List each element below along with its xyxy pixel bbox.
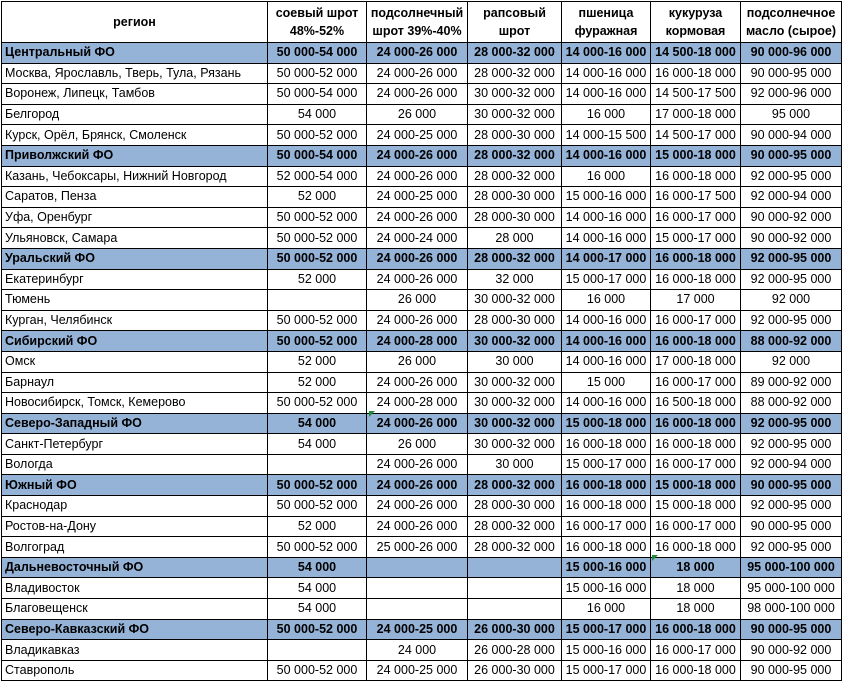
price-cell-wheat[interactable]: 14 000-16 000 — [562, 145, 651, 166]
region-cell[interactable]: Екатеринбург — [2, 269, 268, 290]
district-row — [2, 475, 842, 496]
price-cell-rape[interactable]: 28 000-32 000 — [468, 145, 562, 166]
price-cell-oil[interactable]: 92 000 — [741, 351, 842, 372]
region-cell[interactable]: Центральный ФО — [2, 43, 268, 64]
price-cell-oil[interactable]: 92 000-95 000 — [741, 248, 842, 269]
price-cell-corn[interactable]: 16 000-18 000 — [651, 166, 741, 187]
price-cell-soy[interactable]: 54 000 — [268, 557, 367, 578]
district-row — [2, 145, 842, 166]
price-cell-sunmeal[interactable]: 24 000-26 000 — [367, 166, 468, 187]
price-cell-rape[interactable]: 26 000-28 000 — [468, 640, 562, 661]
region-cell[interactable]: Санкт-Петербург — [2, 434, 268, 455]
price-cell-corn[interactable]: 16 000-17 500 — [651, 187, 741, 208]
district-row — [2, 331, 842, 352]
price-cell-oil[interactable]: 92 000-95 000 — [741, 269, 842, 290]
price-cell-rape[interactable]: 28 000-30 000 — [468, 187, 562, 208]
table-row — [2, 228, 842, 249]
price-cell-wheat[interactable]: 14 000-17 000 — [562, 248, 651, 269]
region-cell[interactable]: Южный ФО — [2, 475, 268, 496]
header-row — [2, 2, 842, 43]
price-cell-sunmeal[interactable]: 26 000 — [367, 104, 468, 125]
region-cell[interactable]: Благовещенск — [2, 599, 268, 620]
column-header-rape[interactable]: рапсовый шрот — [468, 2, 562, 43]
price-cell-wheat[interactable]: 14 000-16 000 — [562, 310, 651, 331]
region-cell[interactable]: Волгоград — [2, 537, 268, 558]
table-row — [2, 187, 842, 208]
table-row — [2, 269, 842, 290]
price-cell-corn[interactable]: 16 000-18 000 — [651, 660, 741, 681]
district-row — [2, 557, 842, 578]
price-cell-rape[interactable]: 28 000-30 000 — [468, 496, 562, 517]
district-row — [2, 248, 842, 269]
price-cell-oil[interactable]: 98 000-100 000 — [741, 599, 842, 620]
price-cell-rape[interactable] — [468, 557, 562, 578]
price-cell-soy[interactable]: 50 000-52 000 — [268, 537, 367, 558]
price-cell-soy[interactable]: 54 000 — [268, 434, 367, 455]
price-cell-soy[interactable]: 54 000 — [268, 599, 367, 620]
price-cell-sunmeal[interactable]: 24 000-28 000 — [367, 331, 468, 352]
region-cell[interactable]: Ставрополь — [2, 660, 268, 681]
price-cell-sunmeal[interactable]: 24 000-25 000 — [367, 619, 468, 640]
price-cell-rape[interactable]: 28 000-32 000 — [468, 475, 562, 496]
price-cell-sunmeal[interactable]: 24 000-25 000 — [367, 187, 468, 208]
price-cell-rape[interactable] — [468, 578, 562, 599]
price-cell-corn[interactable]: 16 000-17 000 — [651, 372, 741, 393]
price-cell-wheat[interactable]: 16 000 — [562, 290, 651, 311]
price-cell-sunmeal[interactable]: 24 000-26 000 — [367, 372, 468, 393]
region-cell[interactable]: Владивосток — [2, 578, 268, 599]
price-cell-corn[interactable]: 14 500-18 000 — [651, 43, 741, 64]
price-cell-soy[interactable]: 52 000-54 000 — [268, 166, 367, 187]
region-cell[interactable]: Уфа, Оренбург — [2, 207, 268, 228]
price-cell-soy[interactable]: 50 000-54 000 — [268, 43, 367, 64]
price-cell-rape[interactable]: 28 000-32 000 — [468, 248, 562, 269]
price-cell-rape[interactable]: 30 000-32 000 — [468, 434, 562, 455]
price-cell-wheat[interactable]: 16 000 — [562, 104, 651, 125]
price-cell-sunmeal[interactable] — [367, 578, 468, 599]
price-table — [1, 1, 842, 681]
price-cell-rape[interactable]: 30 000-32 000 — [468, 413, 562, 434]
table-row — [2, 372, 842, 393]
price-cell-wheat[interactable]: 15 000-17 000 — [562, 269, 651, 290]
price-cell-sunmeal[interactable]: 24 000-25 000 — [367, 125, 468, 146]
price-cell-oil[interactable]: 92 000-95 000 — [741, 537, 842, 558]
price-cell-corn[interactable]: 14 500-17 000 — [651, 125, 741, 146]
table-row — [2, 454, 842, 475]
price-cell-corn[interactable]: 16 000-18 000 — [651, 269, 741, 290]
price-cell-rape[interactable]: 30 000-32 000 — [468, 84, 562, 105]
region-cell[interactable]: Новосибирск, Томск, Кемерово — [2, 393, 268, 414]
district-row — [2, 413, 842, 434]
price-cell-oil[interactable]: 92 000-96 000 — [741, 84, 842, 105]
table-body — [2, 43, 842, 681]
price-cell-oil[interactable]: 92 000-95 000 — [741, 166, 842, 187]
price-cell-corn[interactable]: 15 000-18 000 — [651, 496, 741, 517]
table-row — [2, 578, 842, 599]
price-cell-soy[interactable]: 54 000 — [268, 104, 367, 125]
region-cell[interactable]: Северо-Западный ФО — [2, 413, 268, 434]
price-cell-wheat[interactable]: 15 000-17 000 — [562, 660, 651, 681]
price-cell-sunmeal[interactable]: 24 000-26 000 — [367, 248, 468, 269]
region-cell[interactable]: Дальневосточный ФО — [2, 557, 268, 578]
price-cell-rape[interactable]: 28 000-32 000 — [468, 166, 562, 187]
price-cell-corn[interactable]: 16 000-18 000 — [651, 248, 741, 269]
price-cell-corn[interactable]: 18 000 — [651, 578, 741, 599]
price-cell-rape[interactable]: 28 000-32 000 — [468, 43, 562, 64]
price-cell-rape[interactable]: 30 000-32 000 — [468, 393, 562, 414]
price-cell-corn[interactable]: 16 000-18 000 — [651, 619, 741, 640]
region-cell[interactable]: Барнаул — [2, 372, 268, 393]
price-cell-soy[interactable]: 50 000-52 000 — [268, 63, 367, 84]
table-row — [2, 310, 842, 331]
price-cell-rape[interactable]: 32 000 — [468, 269, 562, 290]
table-row — [2, 660, 842, 681]
table-row — [2, 84, 842, 105]
table-row — [2, 393, 842, 414]
price-cell-wheat[interactable]: 14 000-16 000 — [562, 393, 651, 414]
table-row — [2, 434, 842, 455]
price-cell-wheat[interactable]: 16 000-18 000 — [562, 475, 651, 496]
price-cell-oil[interactable]: 90 000-92 000 — [741, 207, 842, 228]
price-cell-oil[interactable]: 88 000-92 000 — [741, 331, 842, 352]
column-header-corn[interactable]: кукуруза кормовая — [651, 2, 741, 43]
price-cell-soy[interactable] — [268, 640, 367, 661]
price-cell-soy[interactable] — [268, 454, 367, 475]
price-cell-oil[interactable]: 92 000 — [741, 290, 842, 311]
district-row — [2, 619, 842, 640]
price-cell-corn[interactable]: 16 000-18 000 — [651, 63, 741, 84]
price-cell-soy[interactable]: 50 000-52 000 — [268, 125, 367, 146]
table-row — [2, 290, 842, 311]
price-cell-soy[interactable]: 50 000-52 000 — [268, 207, 367, 228]
price-cell-soy[interactable]: 52 000 — [268, 351, 367, 372]
price-cell-soy[interactable]: 50 000-54 000 — [268, 84, 367, 105]
price-cell-sunmeal[interactable]: 25 000-26 000 — [367, 537, 468, 558]
price-cell-oil[interactable]: 92 000-95 000 — [741, 413, 842, 434]
price-cell-corn[interactable]: 16 500-18 000 — [651, 393, 741, 414]
price-cell-rape[interactable] — [468, 599, 562, 620]
region-cell[interactable]: Курск, Орёл, Брянск, Смоленск — [2, 125, 268, 146]
price-cell-rape[interactable]: 30 000-32 000 — [468, 290, 562, 311]
price-cell-sunmeal[interactable]: 24 000-26 000 — [367, 63, 468, 84]
column-header-sunmeal[interactable]: подсолнечный шрот 39%-40% — [367, 2, 468, 43]
price-cell-oil[interactable]: 95 000-100 000 — [741, 578, 842, 599]
table-row — [2, 599, 842, 620]
price-cell-soy[interactable]: 50 000-52 000 — [268, 393, 367, 414]
cell-comment-marker — [652, 555, 658, 561]
price-cell-rape[interactable]: 28 000-32 000 — [468, 63, 562, 84]
price-cell-oil[interactable]: 90 000-92 000 — [741, 640, 842, 661]
price-cell-corn[interactable]: 16 000-17 000 — [651, 207, 741, 228]
column-header-soy[interactable]: соевый шрот 48%-52% — [268, 2, 367, 43]
price-cell-sunmeal[interactable]: 24 000-28 000 — [367, 393, 468, 414]
price-cell-wheat[interactable]: 16 000-18 000 — [562, 496, 651, 517]
price-cell-wheat[interactable]: 14 000-16 000 — [562, 351, 651, 372]
table-row — [2, 351, 842, 372]
price-cell-corn[interactable]: 16 000-18 000 — [651, 413, 741, 434]
price-cell-rape[interactable]: 30 000-32 000 — [468, 104, 562, 125]
price-cell-soy[interactable]: 50 000-52 000 — [268, 475, 367, 496]
region-cell[interactable]: Вологда — [2, 454, 268, 475]
region-cell[interactable]: Уральский ФО — [2, 248, 268, 269]
price-cell-soy[interactable]: 52 000 — [268, 187, 367, 208]
region-cell[interactable]: Москва, Ярославль, Тверь, Тула, Рязань — [2, 63, 268, 84]
price-cell-sunmeal[interactable]: 24 000-26 000 — [367, 516, 468, 537]
price-cell-sunmeal[interactable]: 24 000-26 000 — [367, 413, 468, 434]
price-cell-oil[interactable]: 90 000-95 000 — [741, 619, 842, 640]
price-cell-corn[interactable]: 18 000 — [651, 599, 741, 620]
price-cell-oil[interactable]: 90 000-95 000 — [741, 145, 842, 166]
price-cell-oil[interactable]: 92 000-94 000 — [741, 454, 842, 475]
price-cell-corn[interactable]: 16 000-17 000 — [651, 640, 741, 661]
price-cell-corn[interactable]: 17 000 — [651, 290, 741, 311]
price-cell-wheat[interactable]: 14 000-15 500 — [562, 125, 651, 146]
region-cell[interactable]: Ульяновск, Самара — [2, 228, 268, 249]
price-cell-rape[interactable]: 30 000 — [468, 454, 562, 475]
price-cell-wheat[interactable]: 16 000-17 000 — [562, 516, 651, 537]
price-cell-soy[interactable]: 54 000 — [268, 413, 367, 434]
price-cell-soy[interactable]: 50 000-52 000 — [268, 619, 367, 640]
price-cell-oil[interactable]: 88 000-92 000 — [741, 393, 842, 414]
price-cell-wheat[interactable]: 16 000 — [562, 166, 651, 187]
price-cell-corn[interactable]: 15 000-18 000 — [651, 475, 741, 496]
price-cell-sunmeal[interactable]: 24 000-26 000 — [367, 84, 468, 105]
table-row — [2, 640, 842, 661]
price-cell-sunmeal[interactable]: 24 000-26 000 — [367, 145, 468, 166]
table-row — [2, 104, 842, 125]
table-row — [2, 207, 842, 228]
price-cell-rape[interactable]: 26 000-30 000 — [468, 619, 562, 640]
region-cell[interactable]: Белгород — [2, 104, 268, 125]
price-cell-sunmeal[interactable]: 24 000-26 000 — [367, 43, 468, 64]
price-cell-sunmeal[interactable]: 24 000-26 000 — [367, 475, 468, 496]
price-cell-wheat[interactable]: 16 000-18 000 — [562, 537, 651, 558]
price-cell-oil[interactable]: 90 000-95 000 — [741, 63, 842, 84]
price-cell-wheat[interactable]: 16 000-18 000 — [562, 434, 651, 455]
price-cell-corn[interactable]: 16 000-18 000 — [651, 537, 741, 558]
region-cell[interactable]: Саратов, Пенза — [2, 187, 268, 208]
price-cell-soy[interactable]: 52 000 — [268, 269, 367, 290]
price-cell-oil[interactable]: 90 000-95 000 — [741, 516, 842, 537]
price-cell-corn[interactable]: 15 000-18 000 — [651, 145, 741, 166]
region-cell[interactable]: Ростов-на-Дону — [2, 516, 268, 537]
price-cell-oil[interactable]: 92 000-95 000 — [741, 310, 842, 331]
price-cell-wheat[interactable]: 15 000 — [562, 372, 651, 393]
price-cell-wheat[interactable]: 15 000-16 000 — [562, 557, 651, 578]
price-cell-soy[interactable]: 50 000-52 000 — [268, 310, 367, 331]
price-cell-rape[interactable]: 28 000-30 000 — [468, 207, 562, 228]
price-cell-rape[interactable]: 28 000-32 000 — [468, 537, 562, 558]
price-cell-oil[interactable]: 89 000-92 000 — [741, 372, 842, 393]
price-cell-rape[interactable]: 28 000 — [468, 228, 562, 249]
table-row — [2, 125, 842, 146]
region-cell[interactable]: Тюмень — [2, 290, 268, 311]
price-cell-wheat[interactable]: 14 000-16 000 — [562, 207, 651, 228]
price-cell-soy[interactable]: 50 000-54 000 — [268, 145, 367, 166]
region-cell[interactable]: Сибирский ФО — [2, 331, 268, 352]
price-cell-sunmeal[interactable]: 24 000-26 000 — [367, 496, 468, 517]
cell-comment-marker — [369, 411, 375, 417]
price-cell-sunmeal[interactable]: 24 000-26 000 — [367, 207, 468, 228]
price-cell-corn[interactable]: 16 000-18 000 — [651, 331, 741, 352]
price-cell-corn[interactable]: 16 000-17 000 — [651, 454, 741, 475]
price-cell-soy[interactable]: 50 000-52 000 — [268, 660, 367, 681]
price-cell-oil[interactable]: 90 000-94 000 — [741, 125, 842, 146]
price-cell-sunmeal[interactable]: 26 000 — [367, 351, 468, 372]
price-cell-sunmeal[interactable]: 26 000 — [367, 290, 468, 311]
price-cell-rape[interactable]: 28 000-30 000 — [468, 310, 562, 331]
price-cell-corn[interactable]: 17 000-18 000 — [651, 104, 741, 125]
price-cell-wheat[interactable]: 15 000-16 000 — [562, 187, 651, 208]
price-cell-oil[interactable]: 95 000-100 000 — [741, 557, 842, 578]
price-cell-oil[interactable]: 92 000-95 000 — [741, 496, 842, 517]
region-cell[interactable]: Омск — [2, 351, 268, 372]
price-cell-sunmeal[interactable]: 24 000-25 000 — [367, 660, 468, 681]
region-cell[interactable]: Курган, Челябинск — [2, 310, 268, 331]
region-cell[interactable]: Приволжский ФО — [2, 145, 268, 166]
price-cell-oil[interactable]: 90 000-95 000 — [741, 660, 842, 681]
table-row — [2, 63, 842, 84]
table-row — [2, 516, 842, 537]
price-cell-wheat[interactable]: 15 000-17 000 — [562, 454, 651, 475]
price-cell-soy[interactable]: 50 000-52 000 — [268, 331, 367, 352]
price-cell-corn[interactable]: 17 000-18 000 — [651, 351, 741, 372]
price-cell-corn[interactable]: 15 000-17 000 — [651, 228, 741, 249]
table-row — [2, 537, 842, 558]
region-cell[interactable]: Казань, Чебоксары, Нижний Новгород — [2, 166, 268, 187]
price-cell-sunmeal[interactable]: 24 000-26 000 — [367, 310, 468, 331]
price-cell-sunmeal[interactable]: 24 000-24 000 — [367, 228, 468, 249]
price-cell-sunmeal[interactable] — [367, 557, 468, 578]
price-cell-sunmeal[interactable]: 26 000 — [367, 434, 468, 455]
region-cell[interactable]: Краснодар — [2, 496, 268, 517]
price-cell-wheat[interactable]: 14 000-16 000 — [562, 228, 651, 249]
price-cell-rape[interactable]: 30 000-32 000 — [468, 331, 562, 352]
price-cell-soy[interactable]: 50 000-52 000 — [268, 248, 367, 269]
price-cell-wheat[interactable]: 16 000 — [562, 599, 651, 620]
price-cell-wheat[interactable]: 14 000-16 000 — [562, 331, 651, 352]
price-cell-soy[interactable]: 52 000 — [268, 516, 367, 537]
price-cell-oil[interactable]: 92 000-95 000 — [741, 434, 842, 455]
price-cell-corn[interactable]: 16 000-17 000 — [651, 310, 741, 331]
region-cell[interactable]: Воронеж, Липецк, Тамбов — [2, 84, 268, 105]
price-cell-rape[interactable]: 28 000-32 000 — [468, 516, 562, 537]
price-cell-wheat[interactable]: 15 000-18 000 — [562, 413, 651, 434]
price-cell-wheat[interactable]: 14 000-16 000 — [562, 43, 651, 64]
price-cell-corn[interactable]: 18 000 — [651, 557, 741, 578]
column-header-wheat[interactable]: пшеница фуражная — [562, 2, 651, 43]
price-cell-oil[interactable]: 90 000-95 000 — [741, 475, 842, 496]
table-row — [2, 166, 842, 187]
price-cell-soy[interactable] — [268, 290, 367, 311]
price-cell-oil[interactable]: 90 000-96 000 — [741, 43, 842, 64]
price-cell-oil[interactable]: 95 000 — [741, 104, 842, 125]
column-header-region[interactable]: регион — [2, 2, 268, 43]
price-cell-soy[interactable]: 50 000-52 000 — [268, 228, 367, 249]
region-cell[interactable]: Северо-Кавказский ФО — [2, 619, 268, 640]
price-cell-wheat[interactable]: 15 000-17 000 — [562, 619, 651, 640]
price-cell-wheat[interactable]: 15 000-16 000 — [562, 640, 651, 661]
table-row — [2, 496, 842, 517]
price-cell-oil[interactable]: 90 000-92 000 — [741, 228, 842, 249]
price-cell-soy[interactable]: 54 000 — [268, 578, 367, 599]
price-cell-soy[interactable]: 50 000-52 000 — [268, 496, 367, 517]
price-cell-sunmeal[interactable] — [367, 599, 468, 620]
price-cell-wheat[interactable]: 14 000-16 000 — [562, 63, 651, 84]
price-cell-rape[interactable]: 30 000 — [468, 351, 562, 372]
price-cell-sunmeal[interactable]: 24 000-26 000 — [367, 269, 468, 290]
price-cell-rape[interactable]: 28 000-30 000 — [468, 125, 562, 146]
region-cell[interactable]: Владикавказ — [2, 640, 268, 661]
column-header-oil[interactable]: подсолнечное масло (сырое) — [741, 2, 842, 43]
price-cell-sunmeal[interactable]: 24 000-26 000 — [367, 454, 468, 475]
price-cell-corn[interactable]: 16 000-18 000 — [651, 434, 741, 455]
price-cell-sunmeal[interactable]: 24 000 — [367, 640, 468, 661]
price-cell-rape[interactable]: 30 000-32 000 — [468, 372, 562, 393]
price-cell-rape[interactable]: 26 000-30 000 — [468, 660, 562, 681]
district-row — [2, 43, 842, 64]
price-cell-oil[interactable]: 92 000-94 000 — [741, 187, 842, 208]
price-cell-wheat[interactable]: 14 000-16 000 — [562, 84, 651, 105]
price-cell-corn[interactable]: 14 500-17 500 — [651, 84, 741, 105]
price-cell-corn[interactable]: 16 000-17 000 — [651, 516, 741, 537]
price-cell-soy[interactable]: 52 000 — [268, 372, 367, 393]
price-cell-wheat[interactable]: 15 000-16 000 — [562, 578, 651, 599]
